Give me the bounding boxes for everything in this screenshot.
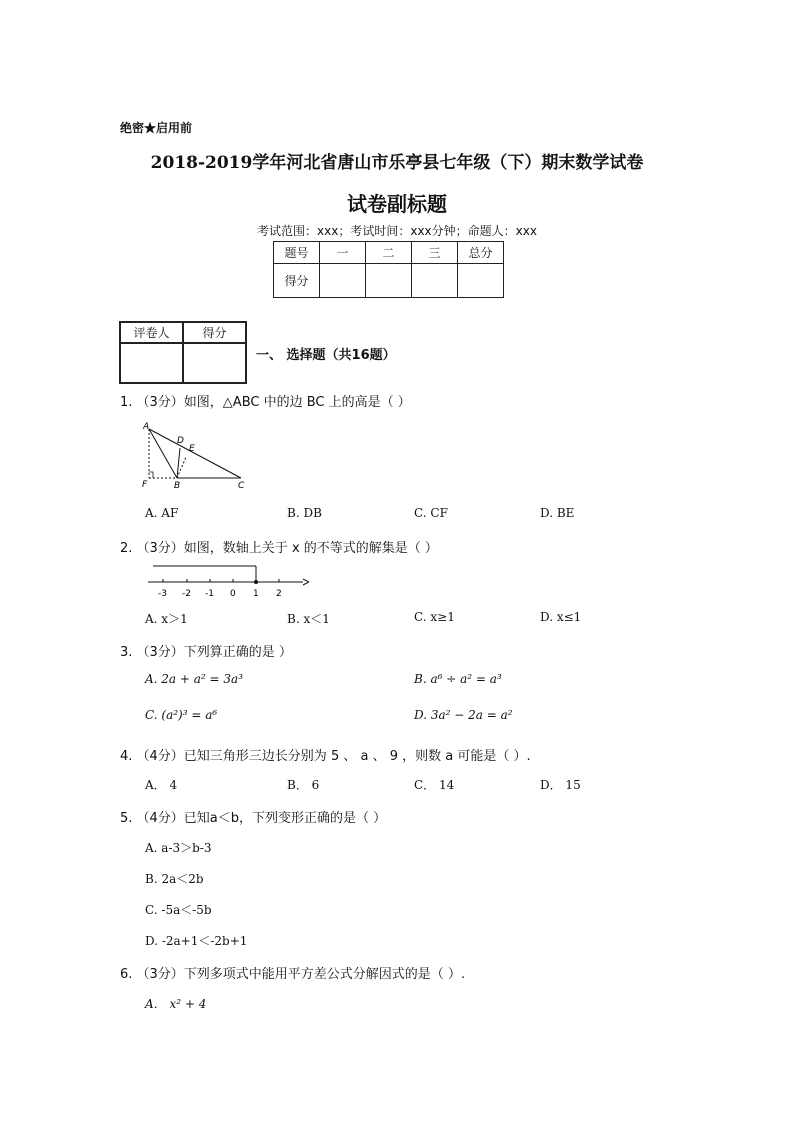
grader-table: [119, 321, 247, 384]
option-c: C． 14: [414, 778, 455, 792]
score-cell: [366, 264, 412, 298]
option-b: B. a⁶ ÷ a² = a³: [414, 672, 502, 686]
vertex-label: D: [177, 436, 184, 446]
score-header-cell: 总分: [458, 242, 504, 264]
question-4-stem: 4. （4分）已知三角形三边长分别为 5 、 a 、 9 ，则数 a 可能是（ ）.: [120, 749, 531, 764]
exam-subtitle: 试卷副标题: [347, 192, 447, 216]
option-b: B. 2a＜2b: [145, 872, 204, 886]
score-row-label: 得分: [274, 264, 320, 298]
question-6-stem: 6. （3分）下列多项式中能用平方差公式分解因式的是（ ）.: [120, 967, 466, 982]
number-line-figure: [143, 561, 309, 601]
option-a: A. AF: [145, 506, 179, 520]
exam-info: 考试范围：xxx；考试时间：xxx分钟；命题人：xxx: [257, 224, 537, 238]
axis-tick-label: 2: [276, 589, 282, 599]
option-b: B. x＜1: [287, 612, 330, 626]
option-a: A. 2a + a² = 3a³: [145, 672, 244, 686]
vertex-label: B: [174, 481, 181, 490]
question-2-stem: 2. （3分）如图，数轴上关于 x 的不等式的解集是（ ）: [120, 541, 438, 556]
question-5-stem: 5. （4分）已知a＜b，下列变形正确的是（ ）: [120, 811, 387, 826]
question-3-stem: 3. （3分）下列算正确的是 ）: [120, 645, 292, 660]
vertex-label: C: [238, 481, 245, 490]
option-c: C. (a²)³ = a⁶: [145, 708, 218, 722]
score-header-cell: 二: [366, 242, 412, 264]
grader-cell: [183, 343, 246, 383]
score-header-cell: 题号: [274, 242, 320, 264]
option-a: A． x² + 4: [145, 997, 207, 1011]
vertex-label: F: [142, 480, 148, 490]
grader-cell: [120, 343, 183, 383]
option-b: B． 6: [287, 778, 320, 792]
axis-tick-label: 1: [253, 589, 259, 599]
axis-tick-label: -3: [158, 589, 167, 599]
confidential-label: 绝密★启用前: [120, 121, 193, 135]
option-d: D． 15: [540, 778, 581, 792]
option-a: A. a-3＞b-3: [145, 841, 212, 855]
option-c: C. CF: [414, 506, 448, 520]
score-cell: [320, 264, 366, 298]
option-d: D. 3a² − 2a = a²: [414, 708, 513, 722]
vertex-label: E: [189, 444, 195, 454]
option-d: D. BE: [540, 506, 575, 520]
option-c: C. x≥1: [414, 610, 455, 624]
axis-tick-label: 0: [230, 589, 236, 599]
vertex-label: A: [143, 422, 150, 432]
score-cell: [412, 264, 458, 298]
option-b: B. DB: [287, 506, 322, 520]
grader-header-cell: 评卷人: [120, 322, 183, 343]
triangle-figure: [140, 418, 252, 490]
score-header-cell: 三: [412, 242, 458, 264]
grader-header-cell: 得分: [183, 322, 246, 343]
section-title: 一、 选择题（共16题）: [256, 348, 396, 363]
option-d: D. x≤1: [540, 610, 582, 624]
axis-tick-label: -2: [182, 589, 191, 599]
axis-tick-label: -1: [205, 589, 214, 599]
question-1-stem: 1. （3分）如图，△ABC 中的边 BC 上的高是（ ）: [120, 395, 411, 410]
exam-title: 2018-2019学年河北省唐山市乐亭县七年级（下）期末数学试卷: [150, 153, 644, 173]
option-c: C. -5a＜-5b: [145, 903, 212, 917]
option-d: D. -2a+1＜-2b+1: [145, 934, 248, 948]
option-a: A． 4: [145, 778, 178, 792]
score-header-cell: 一: [320, 242, 366, 264]
score-cell: [458, 264, 504, 298]
score-table: [273, 241, 504, 298]
option-a: A. x＞1: [145, 612, 188, 626]
